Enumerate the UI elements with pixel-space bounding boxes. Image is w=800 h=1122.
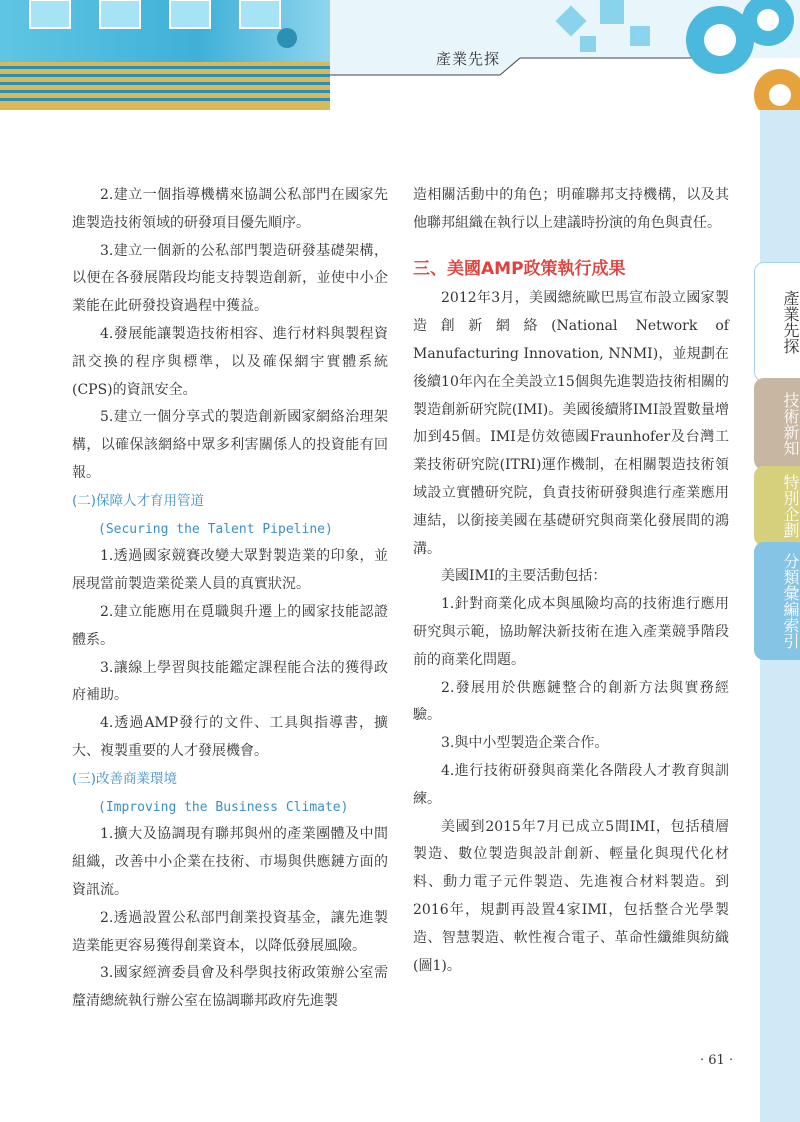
sidebar-tab-special-feature[interactable]: 特別企劃 xyxy=(754,466,800,546)
paragraph: 5.建立一個分享式的製造創新國家網絡治理架構，以確保該網絡中眾多利害關係人的投資能有回報。 xyxy=(72,409,388,481)
paragraph: 1.針對商業化成本與風險均高的技術進行應用研究與示範，協助解決新技術在進入產業競爭階段前的商業化問題。 xyxy=(413,596,729,668)
paragraph: 4.透過AMP發行的文件、工具與指導書，擴大、複製重要的人才發展機會。 xyxy=(72,715,388,759)
paragraph: 3.與中小型製造企業合作。 xyxy=(441,735,609,752)
subsection-heading-english: (Securing the Talent Pipeline) xyxy=(98,521,333,537)
paragraph: 3.建立一個新的公私部門製造研發基礎架構，以便在各發展階段均能支持製造創新，並使中小企業能在此研發投資過程中獲益。 xyxy=(72,242,388,315)
paragraph: 2.建立一個指導機構來協調公私部門在國家先進製造技術領域的研發項目優先順序。 xyxy=(72,187,388,231)
sidebar-tab-index[interactable]: 分類彙編索引 xyxy=(754,542,800,660)
paragraph: 造相關活動中的角色；明確聯邦支持機構，以及其他聯邦組織在執行以上建議時扮演的角色與責任。 xyxy=(413,187,729,231)
paragraph: 2012年3月，美國總統歐巴馬宣布設立國家製造創新網絡(National Network of Manufacturing Innovation, NNMI)，並規劃在後續10年內在全美設立15個與先進製造技術相關的製造創新研究院(IMI)。美國後續將IMI設置數量增加到45個。IMI是仿效德國Fraunhofer及台灣工業技術研究院(ITRI)運作機制，在相關製造技術領域設立實體研究院，負責技術研發與進行產業應用連結，以銜接美國在基礎研究與商業化發展間的鴻溝。 xyxy=(413,290,729,557)
paragraph: 4.發展能讓製造技術相容、進行材料與製程資訊交換的程序與標準，以及確保網宇實體系統(CPS)的資訊安全。 xyxy=(72,325,388,398)
right-column xyxy=(413,182,729,980)
sidebar-tab-industry[interactable]: 產業先探 xyxy=(754,262,800,382)
paragraph: 2.發展用於供應鏈整合的創新方法與實務經驗。 xyxy=(413,679,729,724)
paragraph: 3.國家經濟委員會及科學與技術政策辦公室需釐清總統執行辦公室在協調聯邦政府先進製 xyxy=(72,965,388,1010)
subsection-heading: (三)改善商業環境 xyxy=(72,770,178,787)
paragraph: 1.擴大及協調現有聯邦與州的產業團體及中間組織，改善中小企業在技術、市場與供應鏈方面的資訊流。 xyxy=(72,826,388,898)
paragraph: 2.建立能應用在覓職與升遷上的國家技能認證體系。 xyxy=(72,603,388,648)
section-title: 產業先探 xyxy=(436,50,501,68)
subsection-heading-english: (Improving the Business Climate) xyxy=(98,799,349,815)
section-heading: 三、美國AMP政策執行成果 xyxy=(413,258,626,279)
paragraph: 4.進行技術研發與商業化各階段人才教育與訓練。 xyxy=(413,762,729,807)
left-column xyxy=(72,182,388,1016)
page-number: ‧ 61 ‧ xyxy=(700,1053,734,1068)
subsection-heading: (二)保障人才育用管道 xyxy=(72,492,205,509)
header-banner xyxy=(0,0,800,110)
paragraph: 3.讓線上學習與技能鑑定課程能合法的獲得政府補助。 xyxy=(72,659,388,704)
sidebar-tab-tech-news[interactable]: 技術新知 xyxy=(754,378,800,470)
circuit-banner-graphic xyxy=(0,0,800,110)
paragraph: 1.透過國家競賽改變大眾對製造業的印象，並展現當前製造業從業人員的真實狀況。 xyxy=(72,548,388,593)
paragraph: 美國到2015年7月已成立5間IMI，包括積層製造、數位製造與設計創新、輕量化與現代化材料、動力電子元件製造、先進複合材料製造。到2016年，規劃再設置4家IMI，包括整合光學製造、智慧製造、軟性複合電子、革命性纖維與紡織(圖1)。 xyxy=(413,818,729,974)
paragraph: 2.透過設置公私部門創業投資基金，讓先進製造業能更容易獲得創業資本，以降低發展風險。 xyxy=(72,909,388,954)
paragraph: 美國IMI的主要活動包括： xyxy=(441,568,607,585)
